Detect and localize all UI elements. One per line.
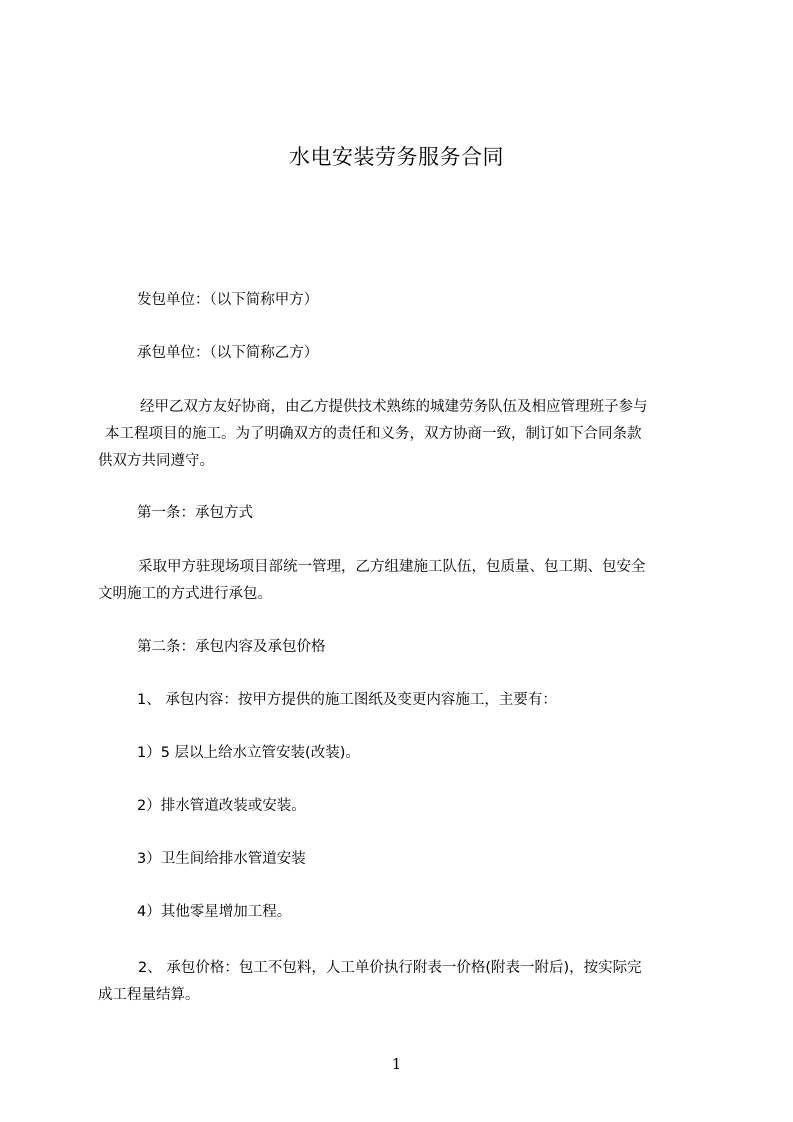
intro-paragraph [98,394,704,475]
article-2-sub-3: 3）卫生间给排水管道安装 [137,851,306,867]
intro-line-1: 经甲乙双方友好协商，由乙方提供技术熟练的城建劳务队伍及相应管理班子参与 [140,399,648,415]
article-2-sub-2: 2）排水管道改装或安装。 [137,798,306,814]
document-title: 水电安装劳务服务合同 [289,145,504,169]
contractor-line: 承包单位：（以下简称乙方） [137,345,319,361]
article-2-item-1: 1、 承包内容：按甲方提供的施工图纸及变更内容施工，主要有： [137,692,557,708]
article-2-item-2-line-2: 成工程量结算。 [98,987,200,1003]
article-1-line-2: 文明施工的方式进行承包。 [98,586,272,602]
article-2-sub-4: 4）其他零星增加工程。 [137,904,292,920]
article-2-heading: 第二条：承包内容及承包价格 [137,639,326,655]
article-2-item-2 [98,955,704,1009]
article-2-sub-1: 1）5 层以上给水立管安装(改装)。 [137,745,360,761]
intro-line-2: 本工程项目的施工。为了明确双方的责任和义务，双方协商一致，制订如下合同条款 [105,426,642,442]
intro-line-3: 供双方共同遵守。 [98,453,214,469]
article-1-heading: 第一条：承包方式 [137,505,253,521]
article-2-item-2-line-1: 2、 承包价格：包工不包料，人工单价执行附表一价格(附表一附后)，按实际完 [138,960,642,976]
article-1-paragraph [98,554,704,608]
article-1-line-1: 采取甲方驻现场项目部统一管理，乙方组建施工队伍，包质量、包工期、包安全 [138,559,646,575]
employer-line: 发包单位：（以下简称甲方） [137,292,319,308]
page-number: 1 [391,1055,402,1073]
